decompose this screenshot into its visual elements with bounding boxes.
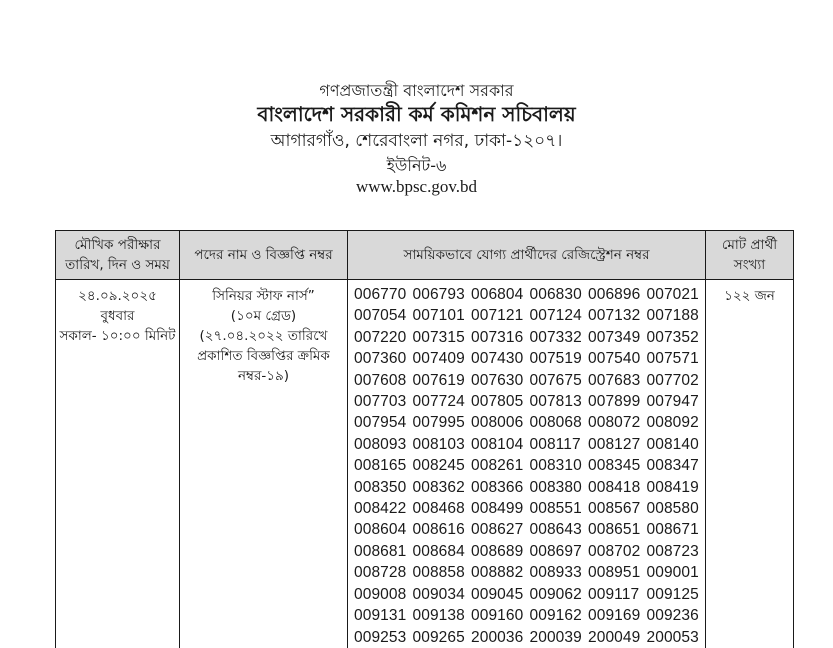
registration-number: 008261: [471, 457, 524, 475]
header-total-line1: মোট প্রার্থী: [721, 237, 778, 253]
registration-number: 008468: [412, 500, 465, 518]
registration-number: 009160: [471, 607, 524, 625]
office-address: আগারগাঁও, শেরেবাংলা নগর, ঢাকা-১২০৭।: [270, 131, 563, 151]
registration-number: 007332: [529, 328, 582, 346]
registration-number: 008418: [588, 478, 641, 496]
registration-number: 007352: [646, 328, 699, 346]
viva-schedule-table: [55, 230, 794, 648]
registration-number: 007540: [588, 350, 641, 368]
registration-number: 009236: [646, 607, 699, 625]
registration-number: 007954: [354, 414, 407, 432]
registration-number: 009008: [354, 585, 407, 603]
registration-number: 008347: [646, 457, 699, 475]
registration-number: 008380: [529, 478, 582, 496]
registration-number: 006804: [471, 286, 524, 303]
registration-number: 008350: [354, 478, 407, 496]
table-row: [56, 280, 794, 648]
registration-number: 007702: [646, 371, 699, 389]
registration-number: 008689: [471, 542, 524, 560]
registration-number: 008104: [471, 435, 524, 453]
registration-number: 008103: [412, 435, 465, 453]
header-total-line2: সংখ্যা: [733, 257, 766, 273]
registration-number: 007349: [588, 328, 641, 346]
total-candidates: ১২২ জন: [724, 288, 775, 304]
registration-number: 006770: [354, 286, 407, 303]
registration-number: 009138: [412, 607, 465, 625]
registration-number: 007813: [529, 393, 582, 411]
registration-number: 007519: [529, 350, 582, 368]
registration-number: 008127: [588, 435, 641, 453]
registration-number: 008882: [471, 564, 524, 582]
registration-number: 008627: [471, 521, 524, 539]
registration-number: 008951: [588, 564, 641, 582]
registration-number: 008702: [588, 542, 641, 560]
registration-number: 008072: [588, 414, 641, 432]
registration-number: 008684: [412, 542, 465, 560]
government-title: গণপ্রজাতন্ত্রী বাংলাদেশ সরকার: [319, 81, 514, 100]
registration-number: 009169: [588, 607, 641, 625]
registration-number: 008551: [529, 500, 582, 518]
registration-number: 008499: [471, 500, 524, 518]
registration-number: 007619: [412, 371, 465, 389]
registration-number: 007805: [471, 393, 524, 411]
registration-number: 200039: [529, 628, 582, 646]
header-post: পদের নাম ও বিজ্ঞপ্তি নম্বর: [180, 231, 348, 280]
header-date-line2: তারিখ, দিন ও সময়: [65, 257, 170, 273]
registration-number: 009001: [646, 564, 699, 582]
cell-post: [180, 280, 348, 648]
registration-grid: [348, 280, 705, 648]
registration-number: 009034: [412, 585, 465, 603]
registration-number: 007724: [412, 393, 465, 411]
registration-number: 007121: [471, 307, 524, 325]
exam-day: বুধবার: [100, 308, 135, 324]
registration-number: 007220: [354, 328, 407, 346]
registration-number: 008671: [646, 521, 699, 539]
registration-number: 008681: [354, 542, 407, 560]
registration-number: 008728: [354, 564, 407, 582]
registration-number: 009265: [412, 628, 465, 646]
header-total: [706, 231, 794, 280]
registration-number: 008345: [588, 457, 641, 475]
registration-number: 200053: [646, 628, 699, 646]
registration-number: 007101: [412, 307, 465, 325]
registration-number: 008651: [588, 521, 641, 539]
registration-number: 200049: [588, 628, 641, 646]
cell-registration: [348, 280, 706, 648]
registration-number: 008604: [354, 521, 407, 539]
header-registration: সাময়িকভাবে যোগ্য প্রার্থীদের রেজিস্ট্রেশন নম্বর: [348, 231, 706, 280]
registration-number: 008723: [646, 542, 699, 560]
registration-number: 007409: [412, 350, 465, 368]
registration-number: 008616: [412, 521, 465, 539]
header-date: [56, 231, 180, 280]
exam-date: ২৪.০৯.২০২৫: [78, 288, 157, 304]
registration-number: 006830: [529, 286, 582, 303]
registration-number: 008362: [412, 478, 465, 496]
exam-time: সকাল- ১০:০০ মিনিট: [59, 328, 176, 344]
unit-label: ইউনিট-৬: [386, 156, 447, 175]
registration-number: 008422: [354, 500, 407, 518]
commission-title: বাংলাদেশ সরকারী কর্ম কমিশন সচিবালয়: [257, 102, 576, 126]
circular-line-2: প্রকাশিত বিজ্ঞপ্তির ক্রমিক: [197, 348, 330, 364]
registration-number: 007675: [529, 371, 582, 389]
registration-number: 007683: [588, 371, 641, 389]
post-name: সিনিয়র স্টাফ নার্স”: [212, 288, 315, 304]
header-date-line1: মৌখিক পরীক্ষার: [74, 237, 161, 253]
registration-number: 008093: [354, 435, 407, 453]
registration-number: 007899: [588, 393, 641, 411]
registration-number: 007630: [471, 371, 524, 389]
table-header-row: [56, 231, 794, 280]
registration-number: 200036: [471, 628, 524, 646]
registration-number: 008310: [529, 457, 582, 475]
registration-number: 007947: [646, 393, 699, 411]
registration-number: 008567: [588, 500, 641, 518]
registration-number: 007571: [646, 350, 699, 368]
registration-number: 008933: [529, 564, 582, 582]
registration-number: 008580: [646, 500, 699, 518]
post-grade: (১০ম গ্রেড): [230, 308, 297, 324]
registration-number: 006896: [588, 286, 641, 303]
registration-number: 007124: [529, 307, 582, 325]
registration-number: 007316: [471, 328, 524, 346]
registration-number: 007054: [354, 307, 407, 325]
registration-number: 009162: [529, 607, 582, 625]
registration-number: 008643: [529, 521, 582, 539]
registration-number: 007132: [588, 307, 641, 325]
registration-number: 009131: [354, 607, 407, 625]
circular-line-1: (২৭.০৪.২০২২ তারিখে: [199, 328, 328, 344]
cell-date-time: [56, 280, 180, 648]
registration-number: 008165: [354, 457, 407, 475]
registration-number: 008858: [412, 564, 465, 582]
registration-number: 008419: [646, 478, 699, 496]
registration-number: 007315: [412, 328, 465, 346]
registration-number: 008117: [529, 435, 581, 453]
registration-number: 008366: [471, 478, 524, 496]
registration-number: 007021: [646, 286, 699, 303]
registration-number: 007608: [354, 371, 407, 389]
registration-number: 007430: [471, 350, 524, 368]
registration-number: 007995: [412, 414, 465, 432]
registration-number: 008140: [646, 435, 699, 453]
cell-total: [706, 280, 794, 648]
registration-number: 008006: [471, 414, 524, 432]
registration-number: 008697: [529, 542, 582, 560]
website-link[interactable]: www.bpsc.gov.bd: [355, 177, 478, 196]
registration-number: 009062: [529, 585, 582, 603]
registration-number: 009125: [646, 585, 699, 603]
registration-number: 009117: [588, 585, 640, 603]
registration-number: 008068: [529, 414, 582, 432]
registration-number: 006793: [412, 286, 465, 303]
registration-number: 007703: [354, 393, 407, 411]
registration-number: 007360: [354, 350, 407, 368]
registration-number: 007188: [646, 307, 699, 325]
registration-number: 008092: [646, 414, 699, 432]
circular-line-3: নম্বর-১৯): [237, 368, 290, 384]
registration-number: 009253: [354, 628, 407, 646]
registration-number: 009045: [471, 585, 524, 603]
registration-number: 008245: [412, 457, 465, 475]
